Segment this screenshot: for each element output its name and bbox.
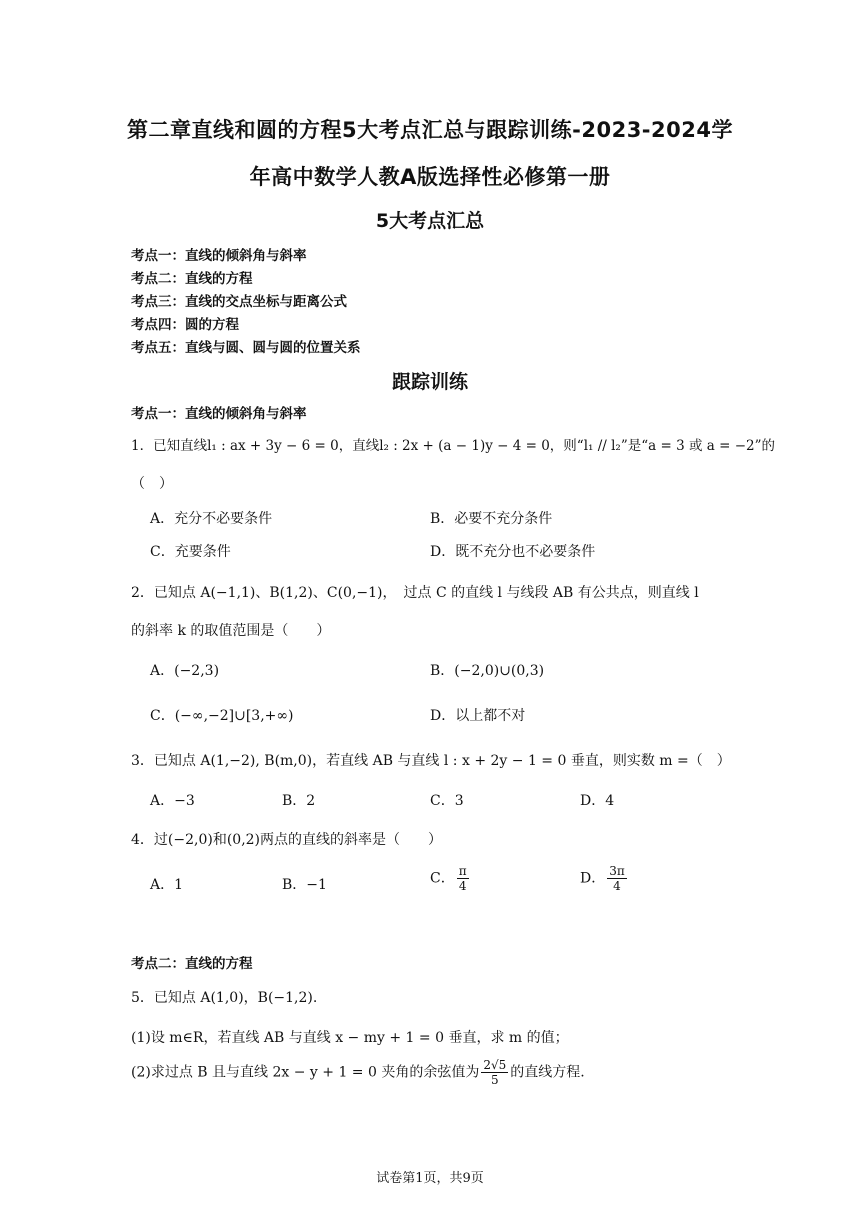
document-title-line2: 年高中数学人教A版选择性必修第一册 (249, 165, 611, 189)
document-title-line1: 第二章直线和圆的方程5大考点汇总与跟踪训练-2023-2024学 (127, 118, 733, 142)
section-heading: 考点一：直线的倾斜角与斜率 (131, 406, 307, 422)
question-4-option-d-label: D． (580, 870, 606, 887)
question-4-option-c-label: C． (430, 870, 455, 887)
question-2-option-a: A．(−2,3) (150, 663, 220, 679)
question-4-option-d (580, 864, 629, 893)
question-2-option-b: B．(−2,0)∪(0,3) (430, 663, 545, 679)
question-2-option-c: C．(−∞,−2]∪[3,+∞) (150, 708, 294, 724)
question-3-stem: 3．已知点 A(1,−2), B(m,0)，若直线 AB 与直线 l : x + 2y − 1 = 0 垂直，则实数 m =（ ） (131, 753, 731, 769)
question-3-option-c: C．3 (430, 793, 464, 809)
fraction-denominator: 4 (613, 879, 621, 893)
summary-heading: 5大考点汇总 (375, 210, 485, 232)
fraction (481, 1058, 508, 1087)
question-5-part2-text: (2)求过点 B 且与直线 2x − y + 1 = 0 夹角的余弦值为 (131, 1064, 480, 1081)
fraction-numerator: π (458, 864, 467, 878)
question-2-stem-line1: 2．已知点 A(−1,1)、B(1,2)、C(0,−1)， 过点 C 的直线 l 与线段 AB 有公共点，则直线 l (131, 585, 699, 601)
question-1-stem: 1．已知直线l₁ : ax + 3y − 6 = 0，直线l₂ : 2x + (a − 1)y − 4 = 0，则“l₁ // l₂”是“a = 3 或 a = −2”的 (131, 438, 776, 454)
section-heading: 考点二：直线的方程 (131, 956, 253, 972)
question-1-option-c: C．充要条件 (150, 544, 231, 560)
summary-item: 考点五：直线与圆、圆与圆的位置关系 (131, 340, 361, 356)
question-2-stem-line2: 的斜率 k 的取值范围是（ ） (131, 623, 331, 639)
fraction-numerator: 2√5 (483, 1058, 507, 1072)
question-4-option-c (430, 864, 471, 893)
summary-item: 考点二：直线的方程 (131, 271, 253, 287)
question-5-part1: (1)设 m∈R，若直线 AB 与直线 x − my + 1 = 0 垂直，求 m 的值； (131, 1030, 569, 1046)
question-4-option-b: B．−1 (282, 877, 327, 893)
training-heading: 跟踪训练 (391, 371, 468, 393)
fraction (607, 864, 627, 893)
question-3-option-a: A．−3 (150, 793, 195, 809)
fraction (457, 864, 469, 893)
question-1-option-b: B．必要不充分条件 (430, 511, 553, 527)
fraction-denominator: 5 (490, 1073, 499, 1087)
question-5-part2 (131, 1058, 585, 1087)
summary-item: 考点三：直线的交点坐标与距离公式 (131, 294, 347, 310)
question-3-option-d: D．4 (580, 793, 615, 809)
question-1-option-d: D．既不充分也不必要条件 (430, 544, 596, 560)
summary-item: 考点四：圆的方程 (131, 317, 239, 333)
question-5-part2-text-end: 的直线方程. (510, 1064, 585, 1081)
question-2-option-d: D．以上都不对 (430, 708, 526, 724)
question-4-option-a: A．1 (150, 877, 184, 893)
question-3-option-b: B．2 (282, 793, 316, 809)
question-1-option-a: A．充分不必要条件 (150, 511, 273, 527)
question-5-stem: 5．已知点 A(1,0)，B(−1,2). (131, 990, 318, 1006)
fraction-numerator: 3π (609, 864, 625, 878)
fraction-denominator: 4 (458, 879, 467, 893)
question-4-stem: 4．过(−2,0)和(0,2)两点的直线的斜率是（ ） (131, 832, 443, 848)
summary-item: 考点一：直线的倾斜角与斜率 (131, 248, 307, 264)
page-footer: 试卷第1页，共9页 (376, 1171, 484, 1186)
question-1-paren: （ ） (131, 476, 173, 492)
